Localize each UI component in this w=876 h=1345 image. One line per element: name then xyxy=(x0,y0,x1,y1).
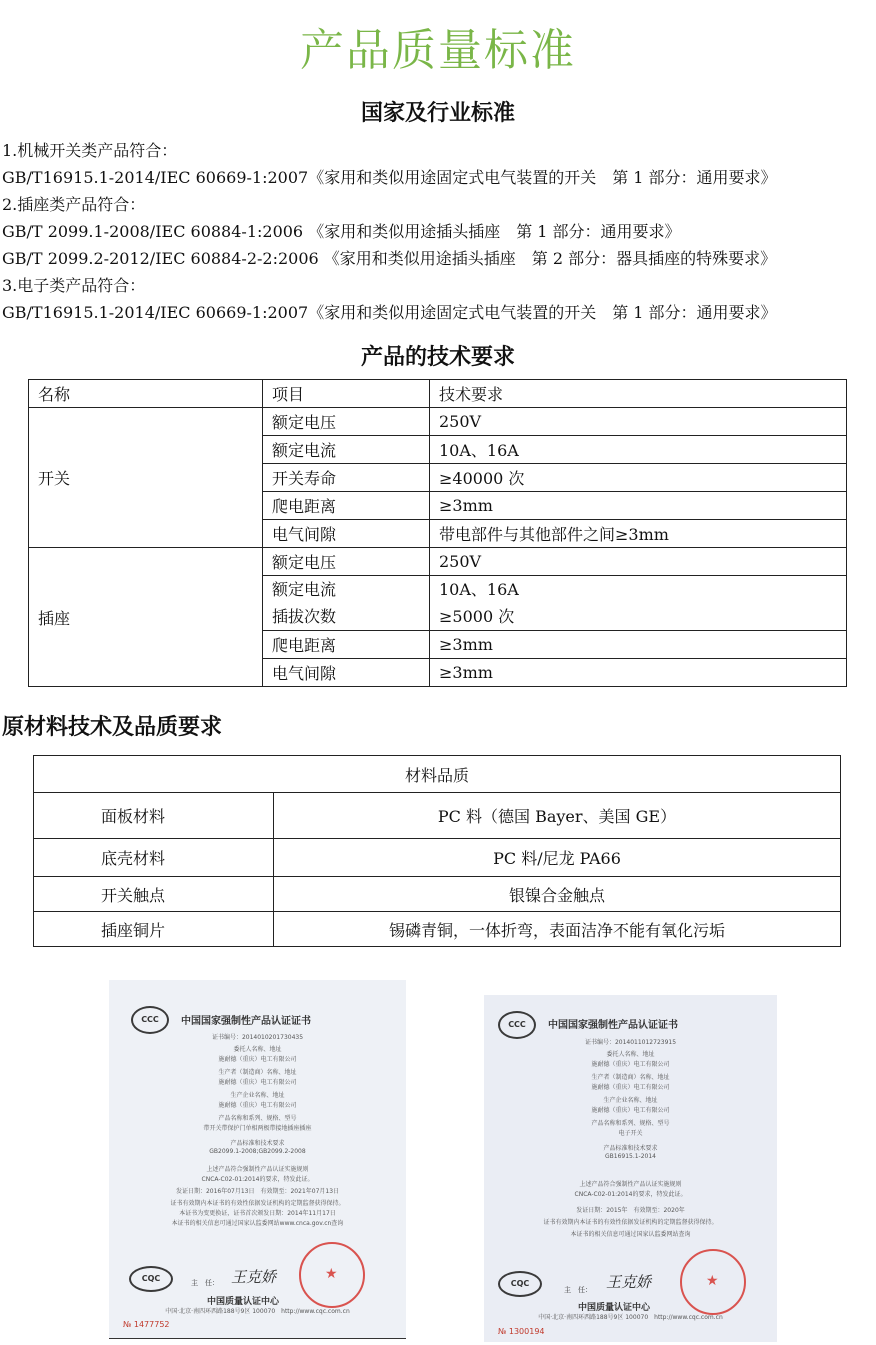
value-cell: 10A、16A xyxy=(430,436,847,464)
value-cell: 250V xyxy=(430,408,847,436)
value-cell: 250V xyxy=(430,548,847,576)
national-standards-heading: 国家及行业标准 xyxy=(360,100,515,126)
table-header-row xyxy=(34,756,841,793)
value-line: 10A、16A xyxy=(439,580,519,599)
value-cell: 带电部件与其他部件之间≥3mm xyxy=(430,520,847,548)
certificate-text: 施耐德（重庆）电工有限公司 xyxy=(218,1102,297,1109)
certificate-title: 中国国家强制性产品认证证书 xyxy=(181,1016,311,1027)
material-value-cell: PC 料/尼龙 PA66 xyxy=(274,839,841,877)
header-cell: 项目 xyxy=(263,380,430,408)
certificate-text: 发证日期：2016年07月13日 有效期至：2021年07月13日 xyxy=(175,1188,340,1195)
certificate-text: 委托人名称、地址 xyxy=(233,1046,282,1053)
certificate-text: 生产企业名称、地址 xyxy=(603,1097,658,1104)
table-row xyxy=(29,548,847,576)
certificate-text: 本证书为变更换证，证书首次颁发日期：2014年11月17日 xyxy=(179,1210,336,1217)
director-signature: 王克娇 xyxy=(606,1273,652,1291)
issuer-address: 中国·北京·南四环西路188号9区 100070 http://www.cqc.com.cn xyxy=(538,1314,723,1321)
certificate-text: 证书编号：2014011012723915 xyxy=(584,1039,677,1046)
certificate-text: 生产者（制造商）名称、地址 xyxy=(218,1069,297,1076)
certificate-text: 本证书的相关信息可通过国家认监委网站www.cnca.gov.cn查询 xyxy=(171,1220,344,1227)
table-header-row xyxy=(29,380,847,408)
certificate-title: 中国国家强制性产品认证证书 xyxy=(548,1020,678,1031)
item-cell: 电气间隙 xyxy=(263,659,430,687)
switch-name-cell: 开关 xyxy=(29,408,263,548)
director-label: 主 任： xyxy=(564,1286,592,1294)
certificate-text: 施耐德（重庆）电工有限公司 xyxy=(591,1084,670,1091)
certificate-text: 产品名称和系列、规格、型号 xyxy=(218,1115,297,1122)
item-cell: 额定电压 xyxy=(263,408,430,436)
material-name-cell: 开关触点 xyxy=(34,877,274,912)
value-cell: ≥3mm xyxy=(430,492,847,520)
certificate-text: 施耐德（重庆）电工有限公司 xyxy=(591,1107,670,1114)
item-cell: 额定电压 xyxy=(263,548,430,576)
item-cell: 爬电距离 xyxy=(263,492,430,520)
material-name-cell: 底壳材料 xyxy=(34,839,274,877)
materials-heading: 原材料技术及品质要求 xyxy=(2,714,223,740)
tech-requirements-table xyxy=(28,379,847,687)
certificate-serial: № 1300194 xyxy=(498,1327,545,1336)
certificate-text: 本证书的相关信息可通过国家认监委网站查询 xyxy=(570,1231,691,1238)
director-label: 主 任： xyxy=(191,1279,219,1287)
certification-seal-icon: ★ xyxy=(299,1242,365,1308)
certificate-text: 产品标准和技术要求 xyxy=(230,1140,285,1147)
certificate-text: CNCA-C02-01:2014的要求，特发此证。 xyxy=(201,1176,314,1183)
ccc-logo-icon: CCC xyxy=(498,1011,536,1039)
ccc-logo-icon: CCC xyxy=(131,1006,169,1034)
item-line: 插拔次数 xyxy=(272,607,337,626)
standard-line: 1.机械开关类产品符合： xyxy=(2,141,178,160)
certificate-text: 产品名称和系列、规格、型号 xyxy=(591,1120,670,1127)
director-signature: 王克娇 xyxy=(231,1268,277,1286)
material-name-cell: 面板材料 xyxy=(34,793,274,839)
value-cell: ≥40000 次 xyxy=(430,464,847,492)
certificate-text: 电子开关 xyxy=(618,1130,643,1137)
value-cell-double xyxy=(430,576,847,631)
materials-table xyxy=(33,755,841,947)
table-row xyxy=(29,408,847,436)
socket-name-cell: 插座 xyxy=(29,548,263,687)
table-row xyxy=(34,839,841,877)
item-cell: 额定电流 xyxy=(263,436,430,464)
table-row xyxy=(34,912,841,947)
issuer-name: 中国质量认证中心 xyxy=(578,1303,651,1313)
ccc-certificate-image xyxy=(484,995,777,1342)
certificate-text: CNCA-C02-01:2014的要求，特发此证。 xyxy=(574,1191,687,1198)
certificate-text: 施耐德（重庆）电工有限公司 xyxy=(218,1079,297,1086)
certificate-text: 生产企业名称、地址 xyxy=(230,1092,285,1099)
certificate-text: 证书有效期内本证书的有效性依据发证机构的定期监督获得保持。 xyxy=(543,1219,718,1226)
item-cell: 开关寿命 xyxy=(263,464,430,492)
certificate-text: 证书编号：2014010201730435 xyxy=(211,1034,304,1041)
standard-line: GB/T16915.1-2014/IEC 60669-1:2007《家用和类似用途固定式电气装置的开关 第 1 部分：通用要求》 xyxy=(2,168,777,187)
item-cell-double xyxy=(263,576,430,631)
material-name-cell: 插座铜片 xyxy=(34,912,274,947)
certificate-text: GB16915.1-2014 xyxy=(604,1153,656,1160)
tech-requirements-heading: 产品的技术要求 xyxy=(360,344,515,370)
certificate-text: 上述产品符合强制性产品认证实施规则 xyxy=(579,1181,682,1188)
certificate-text: 发证日期：2015年 有效期至：2020年 xyxy=(576,1207,685,1214)
header-cell: 名称 xyxy=(29,380,263,408)
certificate-text: 施耐德（重庆）电工有限公司 xyxy=(591,1061,670,1068)
value-line: ≥5000 次 xyxy=(439,607,515,626)
page-title: 产品质量标准 xyxy=(300,25,576,76)
cqc-logo-icon: CQC xyxy=(129,1266,173,1292)
table-row xyxy=(34,877,841,912)
standard-line: GB/T 2099.2-2012/IEC 60884-2-2:2006 《家用和类似用途插头插座 第 2 部分：器具插座的特殊要求》 xyxy=(2,249,777,268)
certificate-text: 生产者（制造商）名称、地址 xyxy=(591,1074,670,1081)
table-row xyxy=(34,793,841,839)
materials-header-cell: 材料品质 xyxy=(34,756,841,793)
certificate-text: 带开关带保护门单相两极带接地插座插座 xyxy=(203,1125,312,1132)
material-value-cell: 锡磷青铜，一体折弯，表面洁净不能有氧化污垢 xyxy=(274,912,841,947)
header-cell: 技术要求 xyxy=(430,380,847,408)
value-cell: ≥3mm xyxy=(430,631,847,659)
standard-line: 3.电子类产品符合： xyxy=(2,276,146,295)
certificate-text: 委托人名称、地址 xyxy=(606,1051,655,1058)
value-cell: ≥3mm xyxy=(430,659,847,687)
item-line: 额定电流 xyxy=(272,580,337,599)
standard-line: 2.插座类产品符合： xyxy=(2,195,146,214)
standard-line: GB/T16915.1-2014/IEC 60669-1:2007《家用和类似用途固定式电气装置的开关 第 1 部分：通用要求》 xyxy=(2,303,777,322)
ccc-certificate-image xyxy=(109,980,406,1339)
certificate-text: 产品标准和技术要求 xyxy=(603,1145,658,1152)
certificate-text: 证书有效期内本证书的有效性依据发证机构的定期监督获得保持。 xyxy=(170,1200,345,1207)
material-value-cell: 银镍合金触点 xyxy=(274,877,841,912)
certificate-text: GB2099.1-2008;GB2099.2-2008 xyxy=(209,1148,306,1155)
certificate-serial: № 1477752 xyxy=(123,1320,170,1329)
item-cell: 爬电距离 xyxy=(263,631,430,659)
material-value-cell: PC 料（德国 Bayer、美国 GE） xyxy=(274,793,841,839)
certificate-text: 施耐德（重庆）电工有限公司 xyxy=(218,1056,297,1063)
item-cell: 电气间隙 xyxy=(263,520,430,548)
cqc-logo-icon: CQC xyxy=(498,1271,542,1297)
issuer-name: 中国质量认证中心 xyxy=(207,1297,280,1307)
certificate-text: 上述产品符合强制性产品认证实施规则 xyxy=(206,1166,309,1173)
issuer-address: 中国·北京·南四环西路188号9区 100070 http://www.cqc.com.cn xyxy=(165,1308,350,1315)
certification-seal-icon: ★ xyxy=(680,1249,746,1315)
standard-line: GB/T 2099.1-2008/IEC 60884-1:2006 《家用和类似用途插头插座 第 1 部分：通用要求》 xyxy=(2,222,681,241)
